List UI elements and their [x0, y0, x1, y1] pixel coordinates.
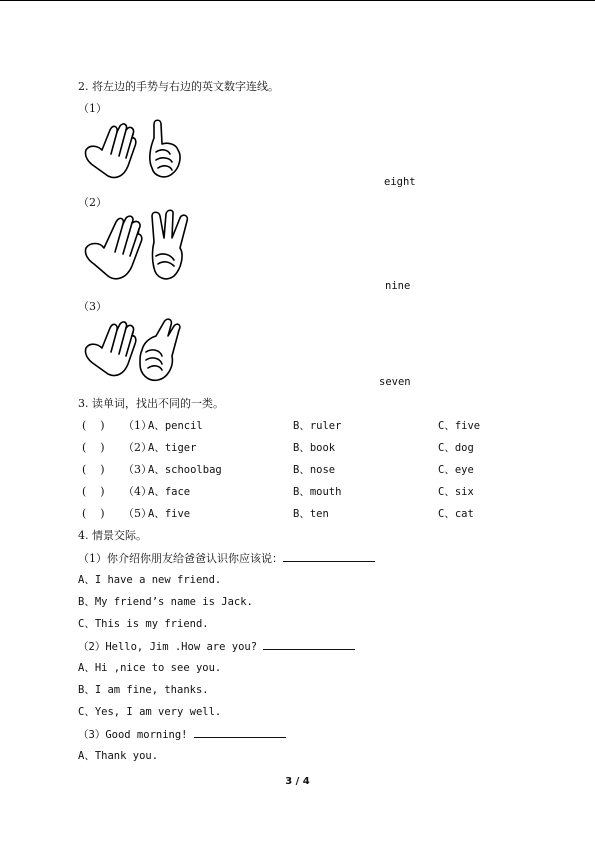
q2-title: 2. 将左边的手势与右边的英文数字连线。: [78, 80, 279, 93]
q3-row-5-option-b: B、ten: [293, 508, 329, 520]
q4-question-1-option-c: C、This is my friend.: [78, 618, 209, 630]
page-number: 3 / 4: [285, 776, 310, 787]
q4-question-2: [78, 639, 355, 654]
q4-question-2-option-b: B、I am fine, thanks.: [78, 684, 209, 696]
q3-row-5-option-c: C、cat: [438, 508, 474, 520]
q3-row-1-option-c: C、five: [438, 420, 481, 432]
q4-question-2-answer-blank[interactable]: [263, 639, 355, 650]
q4-title: 4. 情景交际。: [78, 529, 147, 542]
q3-row-3-num: （3）: [123, 463, 152, 476]
q2-item-3-word[interactable]: seven: [379, 376, 411, 388]
pointing-hand-icon: [146, 118, 186, 182]
q3-row-4-option-c: C、six: [438, 486, 474, 498]
q3-row-2-paren[interactable]: ( ): [82, 441, 105, 454]
q4-question-3: [78, 727, 286, 742]
q4-question-1-option-b: B、My friend’s name is Jack.: [78, 596, 253, 608]
q4-question-2-option-c: C、Yes, I am very well.: [78, 706, 222, 718]
q3-row-2-option-c: C、dog: [438, 442, 474, 454]
q4-question-2-option-a: A、Hi ,nice to see you.: [78, 662, 222, 674]
q2-item-3-label: （3）: [78, 300, 107, 313]
q2-item-1-word[interactable]: eight: [384, 176, 416, 188]
open-hand-icon: [80, 120, 140, 182]
q3-row-3-paren[interactable]: ( ): [82, 463, 105, 476]
q3-row-1-option-b: B、ruler: [293, 420, 342, 432]
q3-row-3-option-b: B、nose: [293, 464, 336, 476]
q4-question-3-prompt: （3）Good morning!: [78, 729, 188, 741]
q4-question-1-prompt: （1）你介绍你朋友给爸爸认识你应该说：: [78, 552, 283, 565]
q4-question-3-answer-blank[interactable]: [194, 727, 286, 738]
q3-row-1-option-a: A、pencil: [148, 420, 203, 432]
q3-row-4-num: （4）: [123, 485, 152, 498]
q2-item-1-label: （1）: [78, 102, 107, 115]
q3-row-4-option-a: A、face: [148, 486, 191, 498]
q2-item-2-label: （2）: [78, 196, 107, 209]
q3-row-5-option-a: A、five: [148, 508, 191, 520]
q3-row-5-num: （5）: [123, 507, 152, 520]
q3-row-4-option-b: B、mouth: [293, 486, 342, 498]
q3-row-2-num: （2）: [123, 441, 152, 454]
q3-row-3-option-c: C、eye: [438, 464, 474, 476]
q3-row-2-option-b: B、book: [293, 442, 336, 454]
q3-row-5-paren[interactable]: ( ): [82, 507, 105, 520]
q3-row-3-option-a: A、schoolbag: [148, 464, 222, 476]
q3-row-2-option-a: A、tiger: [148, 442, 197, 454]
q4-question-1-answer-blank[interactable]: [283, 551, 375, 562]
q3-row-1-num: （1）: [123, 419, 152, 432]
q4-question-3-option-a: A、Thank you.: [78, 750, 159, 762]
top-rule: [0, 0, 595, 1]
open-hand-icon: [80, 212, 146, 284]
q4-question-2-prompt: （2）Hello, Jim .How are you?: [78, 641, 258, 653]
q4-question-1: [78, 551, 375, 566]
q2-item-2-word[interactable]: nine: [385, 280, 411, 292]
q3-row-4-paren[interactable]: ( ): [82, 485, 105, 498]
three-fingers-hand-icon: [148, 208, 192, 284]
q4-question-1-option-a: A、I have a new friend.: [78, 574, 222, 586]
open-hand-icon: [80, 318, 140, 380]
q3-row-1-paren[interactable]: ( ): [82, 419, 105, 432]
two-fingers-hand-icon: [136, 316, 182, 384]
q3-title: 3. 读单词，找出不同的一类。: [78, 397, 224, 410]
